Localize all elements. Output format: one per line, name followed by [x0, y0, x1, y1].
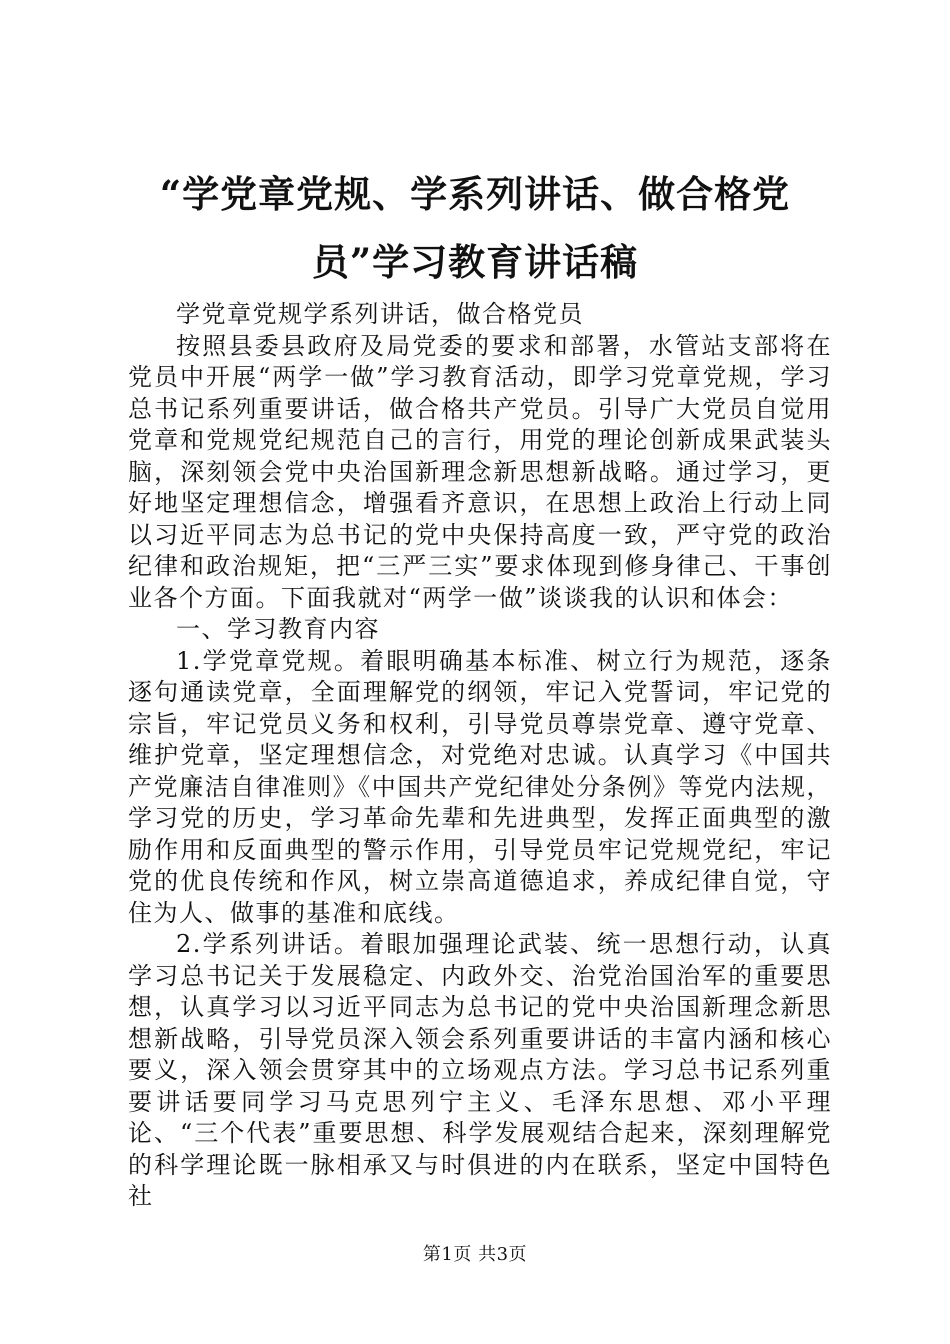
page-number-footer: 第1页 共3页	[422, 1244, 528, 1265]
paragraph-intro: 按照县委县政府及局党委的要求和部署，水管站支部将在党员中开展“两学一做”学习教育活动，即学习党章党规，学习总书记系列重要讲话，做合格共产党员。引导广大党员自觉用党章和党规党纪规范自己的言行，用党的理论创新成果武装头脑，深刻领会党中央治国新理念新思想新战略。通过学习，更好地坚定理想信念，增强看齐意识，在思想上政治上行动上同以习近平同志为总书记的党中央保持高度一致，严守党的政治纪律和政治规矩，把“三严三实”要求体现到修身律己、干事创业各个方面。下面我就对“两学一做”谈谈我的认识和体会：	[128, 331, 832, 612]
section-heading: 一、学习教育内容	[176, 615, 380, 643]
paragraph-item-1: 1.学党章党规。着眼明确基本标准、树立行为规范，逐条逐句通读党章，全面理解党的纲领，牢记入党誓词，牢记党的宗旨，牢记党员义务和权利，引导党员尊崇党章、遵守党章、维护党章，坚定理想信念，对党绝对忠诚。认真学习《中国共产党廉洁自律准则》《中国共产党纪律处分条例》等党内法规，学习党的历史，学习革命先辈和先进典型，发挥正面典型的激励作用和反面典型的警示作用，引导党员牢记党规党纪，牢记党的优良传统和作风，树立崇高道德追求，养成纪律自觉，守住为人、做事的基准和底线。	[128, 646, 832, 927]
paragraph-subtitle: 学党章党规学系列讲话，做合格党员	[176, 300, 584, 328]
paragraph-item-2: 2.学系列讲话。着眼加强理论武装、统一思想行动，认真学习总书记关于发展稳定、内政外交、治党治国治军的重要思想，认真学习以习近平同志为总书记的党中央治国新理念新思想新战略，引导党员深入领会系列重要讲话的丰富内涵和核心要义，深入领会贯穿其中的立场观点方法。学习总书记系列重要讲话要同学习马克思列宁主义、毛泽东思想、邓小平理论、“三个代表”重要思想、科学发展观结合起来，深刻理解党的科学理论既一脉相承又与时俱进的内在联系，坚定中国特色社	[128, 930, 832, 1210]
document-body	[128, 299, 832, 1213]
document-title: “学党章党规、学系列讲话、做合格党员”学习教育讲话稿	[159, 172, 791, 284]
